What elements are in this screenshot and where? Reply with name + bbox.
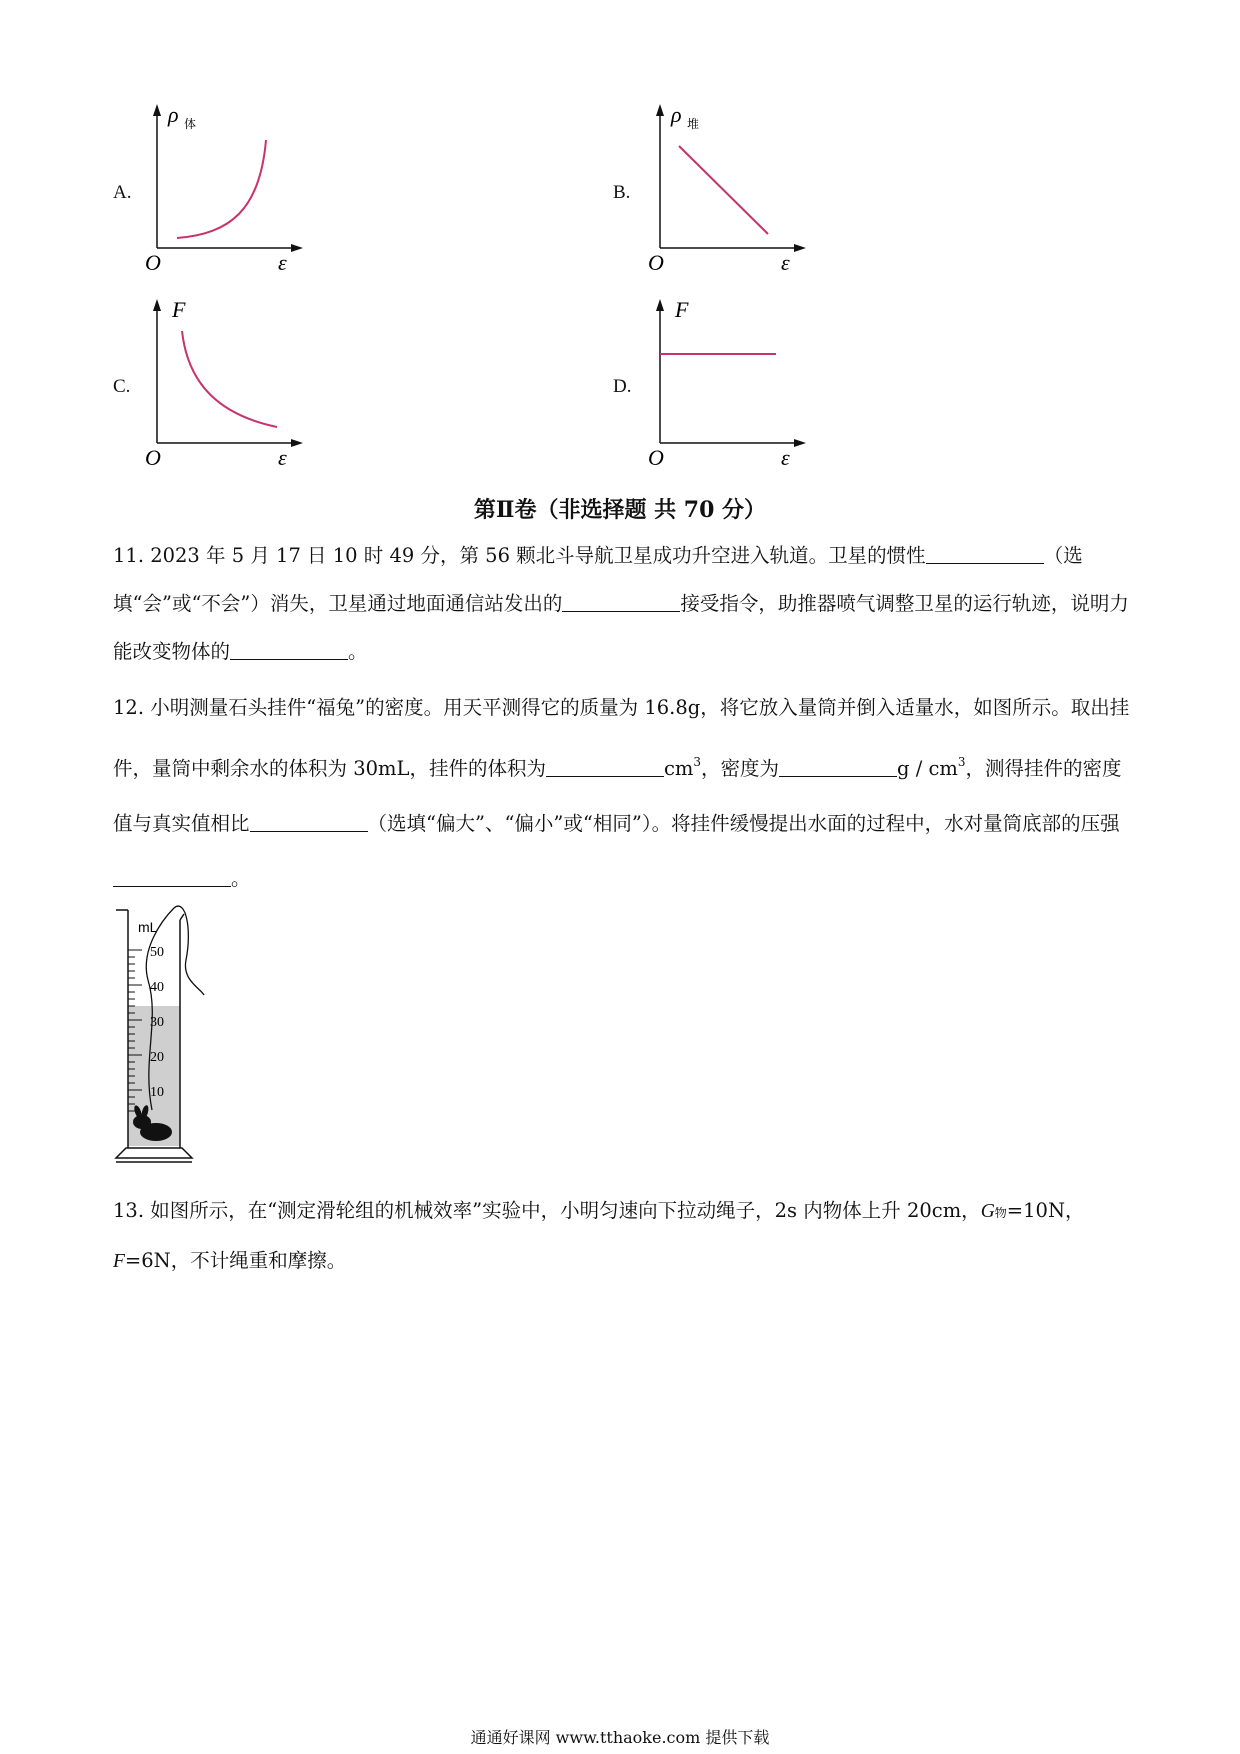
y-axis-label: F <box>172 297 186 322</box>
x-arrow-icon <box>291 244 303 252</box>
origin-label: O <box>648 445 664 470</box>
option-d-label: D. <box>613 376 632 397</box>
tick-label: 20 <box>150 1050 164 1065</box>
graph-c <box>140 295 310 475</box>
answer-blank[interactable] <box>926 543 1044 564</box>
answer-blank[interactable] <box>250 811 368 832</box>
x-arrow-icon <box>291 439 303 447</box>
option-b-label: B. <box>613 182 631 203</box>
option-a-label: A. <box>113 182 132 203</box>
tick-label: 30 <box>150 1015 164 1030</box>
x-axis-label: ε <box>781 250 790 275</box>
graph-b <box>643 100 813 280</box>
x-axis-label: ε <box>781 445 790 470</box>
curve-a <box>177 140 266 238</box>
tick-label: 40 <box>150 980 164 995</box>
y-arrow-icon <box>153 299 161 311</box>
unit-cm3: $cm^3$ <box>663 755 702 780</box>
y-axis-label: F <box>675 297 689 322</box>
x-axis-label: ε <box>278 250 287 275</box>
answer-blank[interactable] <box>562 591 680 612</box>
y-arrow-icon <box>153 104 161 116</box>
origin-label: O <box>648 250 664 275</box>
tick-label: 50 <box>150 945 164 960</box>
graph-a <box>140 100 310 280</box>
y-arrow-icon <box>656 299 664 311</box>
cylinder-base <box>116 1148 192 1158</box>
answer-blank[interactable] <box>230 639 348 660</box>
y-arrow-icon <box>656 104 664 116</box>
answer-blank[interactable] <box>779 756 897 777</box>
question-12: 12. 小明测量石头挂件“福兔”的密度。用天平测得它的质量为 16.8g，将它放入量筒并倒入适量水，如图所示。取出挂件，量筒中剩余水的体积为 30mL，挂件的体积为 $cm^3$，密度为 g / $cm^3$，测得挂件的密度值与真实值相比 （选填“偏大”、“偏小”或“相同”）。将挂件缓慢提出水面的过程中，水对量筒底部的压强。 <box>113 696 1130 890</box>
option-c-label: C. <box>113 376 131 397</box>
x-arrow-icon <box>794 439 806 447</box>
curve-c <box>182 331 277 427</box>
y-axis-label: ρ <box>671 102 682 127</box>
unit-label: mL <box>138 919 158 935</box>
y-axis-sub: 体 <box>184 117 197 131</box>
unit-g-per-cm3: g / $cm^3$ <box>897 755 966 780</box>
question-11: 11. 2023 年 5 月 17 日 10 时 49 分，第 56 颗北斗导航卫星成功升空进入轨道。卫星的惯性 （选填“会”或“不会”）消失，卫星通过地面通信站发出的 接受指令，助推器喷气调整卫星的运行轨迹，说明力能改变物体的 。 <box>113 544 1129 663</box>
origin-label: O <box>145 250 161 275</box>
x-axis-label: ε <box>278 445 287 470</box>
answer-blank[interactable] <box>546 756 664 777</box>
origin-label: O <box>145 445 161 470</box>
y-axis-sub: 堆 <box>687 117 700 131</box>
y-axis-label: ρ <box>168 102 179 127</box>
tick-label: 10 <box>150 1085 164 1100</box>
x-arrow-icon <box>794 244 806 252</box>
section-title: 第Ⅱ卷（非选择题 共 70 分） <box>473 497 767 523</box>
answer-blank[interactable] <box>113 866 231 887</box>
footer: 通通好课网 www.tthaoke.com 提供下载 <box>470 1728 770 1747</box>
graph-d <box>643 295 813 475</box>
line-b <box>679 146 768 234</box>
measuring-cylinder-figure <box>112 900 222 1170</box>
question-13: 13. 如图所示，在“测定滑轮组的机械效率”实验中，小明匀速向下拉动绳子，2s 内物体上升 20cm，G物=10N，F=6N，不计绳重和摩擦。 <box>113 1199 1085 1272</box>
